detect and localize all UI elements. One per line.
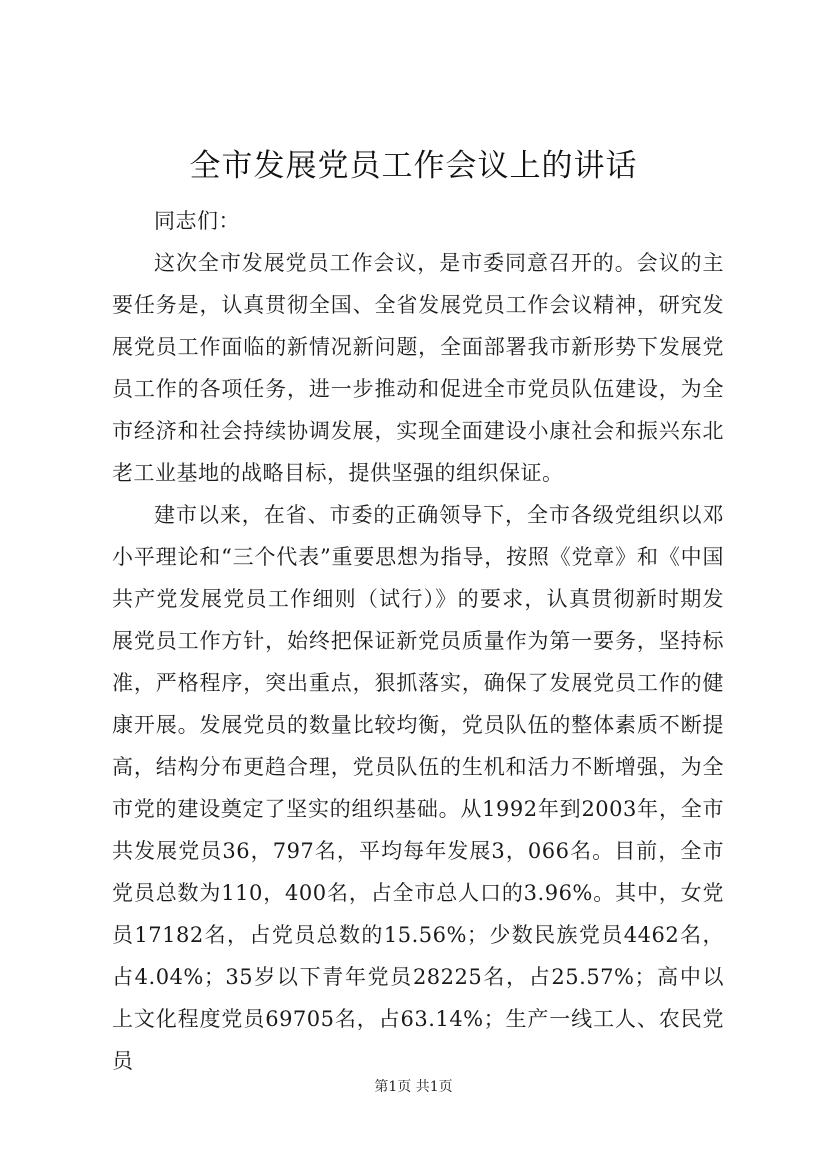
paragraph-intro: 这次全市发展党员工作会议，是市委同意召开的。会议的主要任务是，认真贯彻全国、全省发展党员工作会议精神，研究发展党员工作面临的新情况新问题，全面部署我市新形势下发展党员工作的各项任务，进一步推动和促进全市党员队伍建设，为全市经济和社会持续协调发展，实现全面建设小康社会和振兴东北老工业基地的战略目标，提供坚强的组织保证。: [112, 251, 724, 485]
document-title: 全市发展党员工作会议上的讲话: [189, 148, 638, 184]
page-footer: 第1页 共1页: [374, 1079, 453, 1095]
paragraph-achievements: 建市以来，在省、市委的正确领导下，全市各级党组织以邓小平理论和“三个代表”重要思想为指导，按照《党章》和《中国共产党发展党员工作细则（试行）》的要求，认真贯彻新时期发展党员工作方针，始终把保证新党员质量作为第一要务，坚持标准，严格程序，突出重点，狠抓落实，确保了发展党员工作的健康开展。发展党员的数量比较均衡，党员队伍的整体素质不断提高，结构分布更趋合理，党员队伍的生机和活力不断增强，为全市党的建设奠定了坚实的组织基础。从1992年到2003年，全市共发展党员36，797名，平均每年发展3，066名。目前，全市党员总数为110，400名，占全市总人口的3.96%。其中，女党员17182名，占党员总数的15.56%；少数民族党员4462名，占4.04%；35岁以下青年党员28225名，占25.57%；高中以上文化程度党员69705名，占63.14%；生产一线工人、农民党员: [112, 503, 724, 1073]
salutation: 同志们：: [154, 209, 240, 233]
document-body: [112, 200, 724, 1082]
